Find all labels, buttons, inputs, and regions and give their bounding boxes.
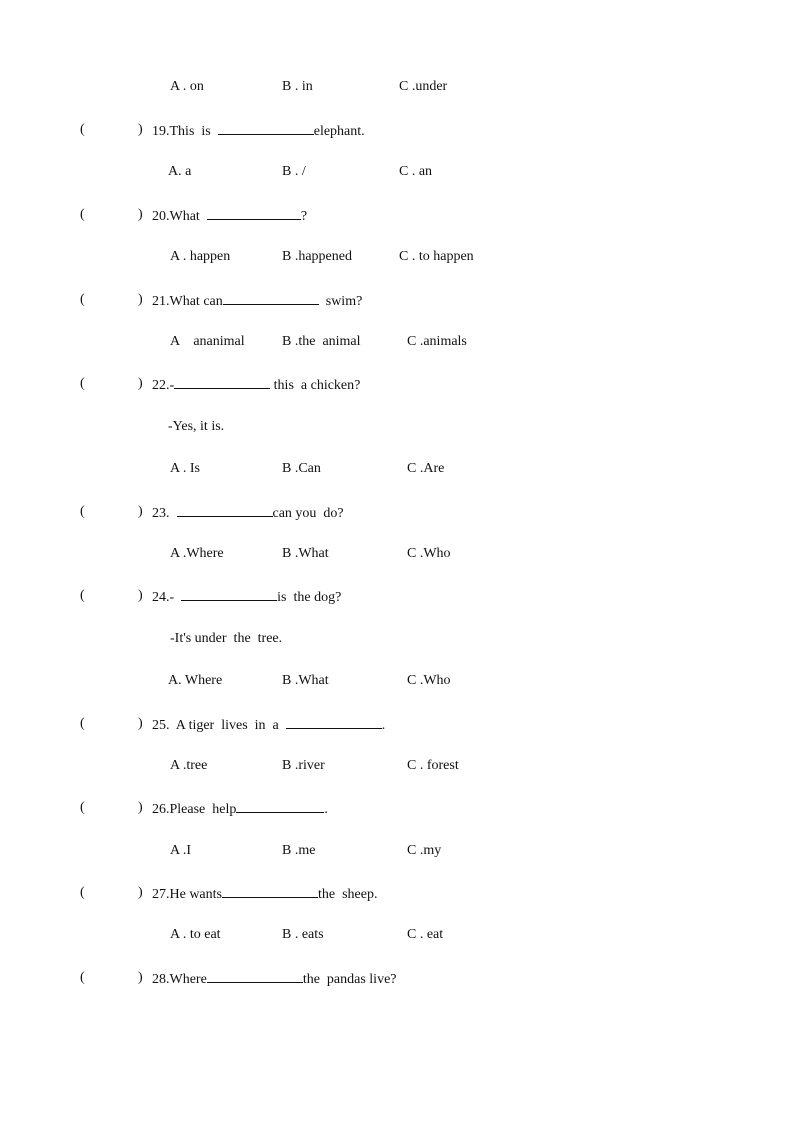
question-before: 21.What can (152, 294, 223, 309)
reply-text: -It's under the tree. (170, 631, 283, 646)
option-b: B .me (282, 843, 316, 858)
option-a: A. a (168, 164, 192, 179)
answer-blank (181, 586, 277, 601)
question-before: 28.Where (152, 972, 207, 987)
question-text (152, 586, 341, 608)
option-c: C .Are (407, 461, 445, 476)
answer-paren-close: ) (138, 207, 143, 222)
answer-paren-open: ( (80, 292, 85, 307)
q25-options (0, 756, 794, 776)
option-a: A. Where (168, 673, 223, 688)
answer-blank (207, 205, 301, 220)
option-a: A . Is (170, 461, 200, 476)
option-a: A . happen (170, 249, 231, 264)
q28-stem (0, 968, 794, 988)
q26-stem (0, 798, 794, 818)
question-before: 23. (152, 506, 177, 521)
question-text (152, 968, 397, 990)
answer-blank (207, 968, 303, 983)
option-b: B . eats (282, 927, 324, 942)
option-c: C .animals (407, 334, 467, 349)
q22-options (0, 459, 794, 479)
answer-paren-open: ( (80, 207, 85, 222)
option-b: B .happened (282, 249, 352, 264)
question-after: . (324, 802, 328, 817)
q24-stem (0, 586, 794, 606)
q27-stem (0, 883, 794, 903)
answer-paren-close: ) (138, 292, 143, 307)
q21-stem (0, 290, 794, 310)
option-c: C .Who (407, 546, 451, 561)
question-before: 26.Please help (152, 802, 237, 817)
option-a: A .tree (170, 758, 208, 773)
question-before: 27.He wants (152, 887, 222, 902)
answer-blank (223, 290, 319, 305)
question-after: the pandas live? (302, 972, 397, 987)
q22-reply (0, 417, 794, 437)
question-text (152, 714, 385, 736)
question-after: this a chicken? (270, 378, 361, 393)
option-a: A .Where (170, 546, 224, 561)
answer-paren-close: ) (138, 885, 143, 900)
question-after: elephant. (313, 124, 365, 139)
option-c: C .my (407, 843, 442, 858)
q22-stem (0, 374, 794, 394)
q19-stem (0, 120, 794, 140)
option-b: B .What (282, 546, 329, 561)
answer-paren-close: ) (138, 970, 143, 985)
question-text (152, 798, 328, 820)
option-c: C . to happen (399, 249, 474, 264)
question-text (152, 883, 377, 905)
question-text (152, 290, 362, 312)
question-after: is the dog? (277, 590, 342, 605)
question-after: the sheep. (318, 887, 378, 902)
option-b: B .the animal (282, 334, 361, 349)
reply-text: -Yes, it is. (168, 419, 225, 434)
option-b: B . / (282, 164, 306, 179)
question-before: 22.- (152, 378, 175, 393)
q19-options (0, 162, 794, 182)
answer-paren-open: ( (80, 800, 85, 815)
question-text (152, 120, 365, 142)
answer-blank (286, 714, 382, 729)
option-a: A . on (170, 79, 204, 94)
question-before: 25. A tiger lives in a (152, 718, 286, 733)
question-after: swim? (318, 294, 363, 309)
answer-paren-close: ) (138, 716, 143, 731)
option-c: C . eat (407, 927, 444, 942)
option-b: B .river (282, 758, 325, 773)
answer-paren-open: ( (80, 122, 85, 137)
answer-paren-open: ( (80, 716, 85, 731)
question-text (152, 502, 344, 524)
answer-paren-close: ) (138, 122, 143, 137)
answer-paren-close: ) (138, 800, 143, 815)
answer-paren-open: ( (80, 376, 85, 391)
q23-stem (0, 502, 794, 522)
question-text (152, 374, 360, 396)
q24-reply (0, 629, 794, 649)
option-c: C . forest (407, 758, 459, 773)
question-after: . (381, 718, 386, 733)
option-c: C . an (399, 164, 433, 179)
answer-paren-open: ( (80, 504, 85, 519)
q21-options (0, 332, 794, 352)
question-before: 24.- (152, 590, 182, 605)
q23-options (0, 544, 794, 564)
q20-options (0, 247, 794, 267)
answer-paren-open: ( (80, 970, 85, 985)
answer-paren-open: ( (80, 588, 85, 603)
question-after: can you do? (272, 506, 344, 521)
question-text (152, 205, 307, 227)
q20-stem (0, 205, 794, 225)
answer-blank (174, 374, 270, 389)
answer-paren-open: ( (80, 885, 85, 900)
answer-blank (218, 120, 314, 135)
option-b: B .Can (282, 461, 321, 476)
question-before: 19.This is (152, 124, 218, 139)
option-a: A ananimal (170, 334, 245, 349)
answer-blank (236, 798, 324, 813)
answer-paren-close: ) (138, 376, 143, 391)
q27-options (0, 925, 794, 945)
q18-options (0, 77, 794, 97)
option-b: B .What (282, 673, 329, 688)
q26-options (0, 841, 794, 861)
answer-blank (177, 502, 273, 517)
q24-options (0, 671, 794, 691)
answer-blank (222, 883, 318, 898)
option-a: A . to eat (170, 927, 221, 942)
q25-stem (0, 714, 794, 734)
option-a: A .I (170, 843, 191, 858)
option-c: C .under (399, 79, 448, 94)
option-b: B . in (282, 79, 313, 94)
question-before: 20.What (152, 209, 207, 224)
answer-paren-close: ) (138, 504, 143, 519)
answer-paren-close: ) (138, 588, 143, 603)
question-after: ? (300, 209, 308, 224)
option-c: C .Who (407, 673, 451, 688)
